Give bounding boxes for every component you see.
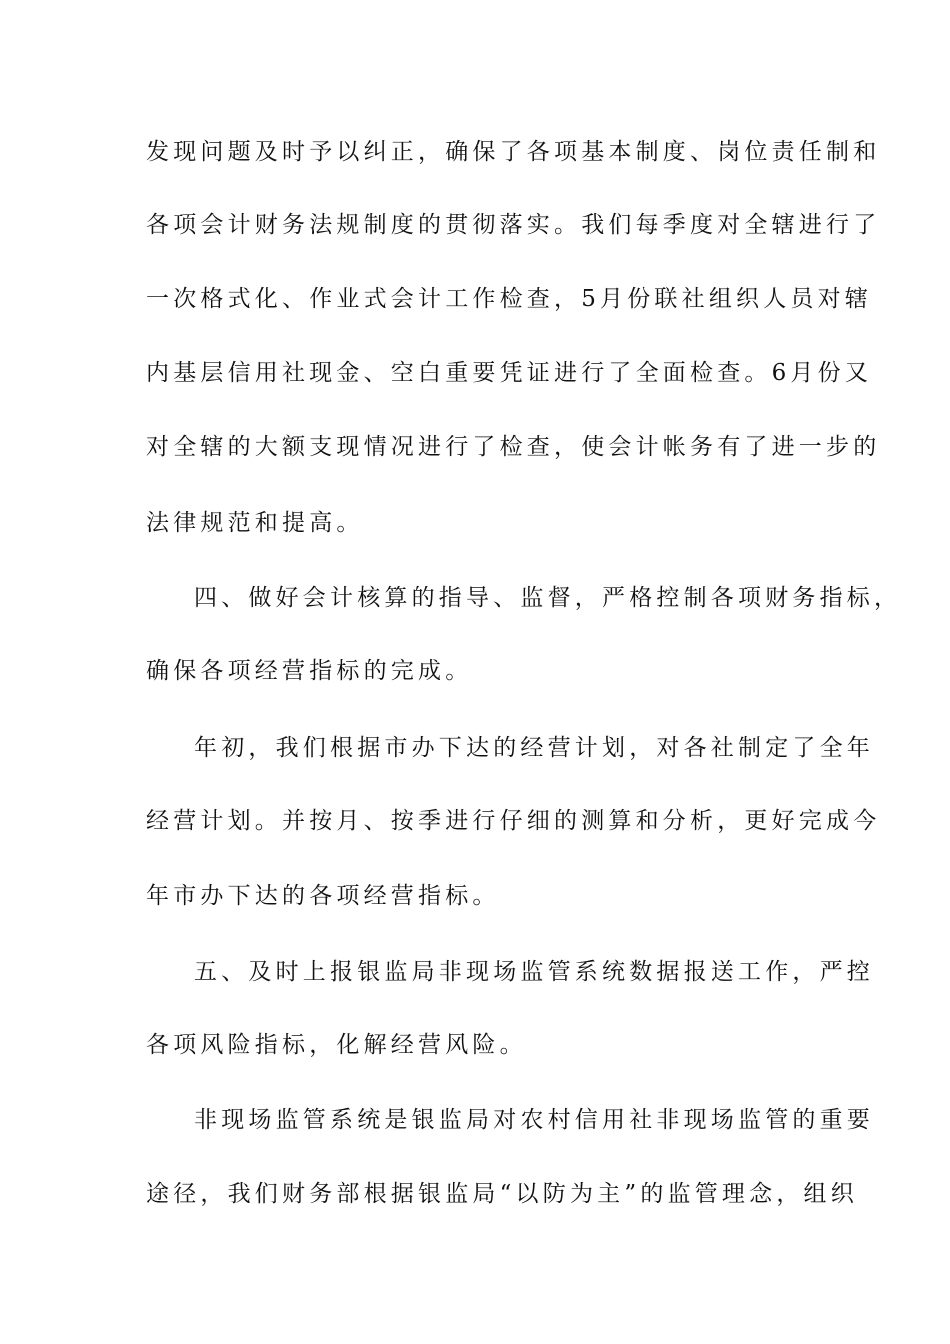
- text-line: 各项会计财务法规制度的贯彻落实。我们每季度对全辖进行了: [146, 212, 881, 238]
- text-line: 年初，我们根据市办下达的经营计划，对各社制定了全年: [194, 735, 874, 761]
- text-line: 非现场监管系统是银监局对农村信用社非现场监管的重要: [194, 1107, 874, 1133]
- text-line: 经营计划。并按月、按季进行仔细的测算和分析，更好完成今: [146, 808, 881, 834]
- section-heading-continuation: 各项风险指标，化解经营风险。: [146, 1032, 527, 1058]
- section-heading-continuation: 确保各项经营指标的完成。: [146, 658, 473, 684]
- text-line: 一次格式化、作业式会计工作检查，5月份联社组织人员对辖: [146, 286, 873, 312]
- text-line: 发现问题及时予以纠正，确保了各项基本制度、岗位责任制和: [146, 139, 881, 165]
- text-line: 年市办下达的各项经营指标。: [146, 883, 500, 909]
- section-heading: 五、及时上报银监局非现场监管系统数据报送工作，严控: [194, 959, 874, 985]
- text-line: 法律规范和提高。: [146, 510, 364, 536]
- text-line: 对全辖的大额支现情况进行了检查，使会计帐务有了进一步的: [146, 434, 881, 460]
- text-line: 内基层信用社现金、空白重要凭证进行了全面检查。6月份又: [146, 360, 873, 386]
- text-line: 途径，我们财务部根据银监局“以防为主”的监管理念，组织: [146, 1181, 858, 1207]
- section-heading: 四、做好会计核算的指导、监督，严格控制各项财务指标，: [194, 585, 902, 611]
